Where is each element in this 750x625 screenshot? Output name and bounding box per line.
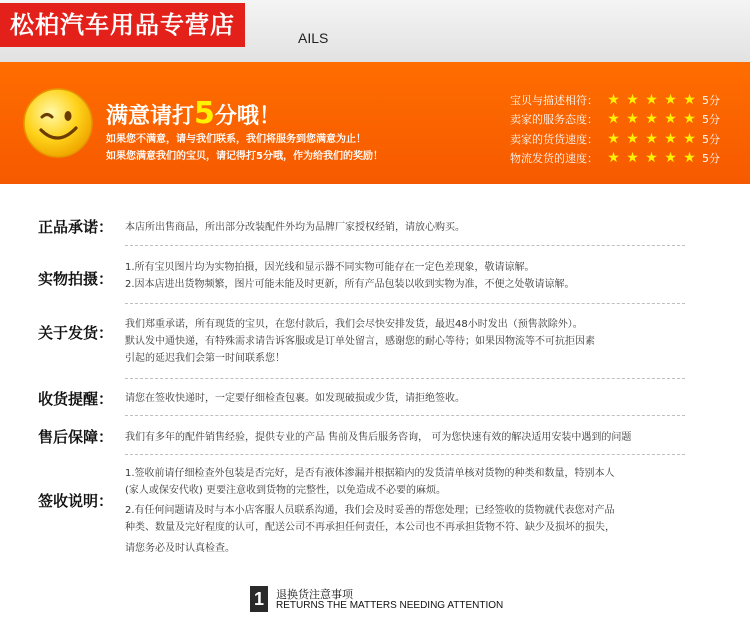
star-icon: ★ [607,111,620,127]
rating-row [510,91,720,109]
section-line: 1.所有宝贝图片均为实物拍摄，因光线和显示器不同实物可能存在一定色差现象，敬请谅解。 [125,262,535,273]
section-line: 1.签收前请仔细检查外包装是否完好，是否有液体渗漏并根据箱内的发货清单核对货物的种类和数量，特别本人 [125,468,615,479]
rating-label: 宝贝与描述相符： [510,94,598,107]
section-line: 种类、数量及完好程度的认可，配送公司不再承担任何责任，本公司也不再承担货物不符、缺少及损坏的损失， [125,522,615,533]
section-label: 收货提醒： [38,390,114,408]
top-bar [0,0,750,62]
star-icon: ★ [664,150,677,166]
star-icon: ★ [683,131,696,147]
rating-score: 5分 [702,94,720,107]
section-line: (家人或保安代收) 更要注意收到货物的完整性，以免造成不必要的麻烦。 [125,485,446,496]
section-line: 我们有多年的配件销售经验，提供专业的产品 售前及售后服务咨询， 可为您快速有效的解决适用安装中遇到的问题 [125,432,632,443]
section-label: 实物拍摄： [38,270,114,288]
rating-score: 5分 [702,113,720,126]
star-icon: ★ [683,111,696,127]
footer-heading [250,586,540,614]
section-line: 默认发中通快递，有特殊需求请告诉客服或是订单处留言，感谢您的耐心等待；如果因物流等不可抗拒因素 [125,336,595,347]
star-icon: ★ [626,131,639,147]
star-icon: ★ [626,111,639,127]
footer-title-cn: 退换货注意事项 [276,588,353,601]
section-line: 2.因本店进出货物频繁，图片可能未能及时更新，所有产品包装以收到实物为准，不便之处敬请谅解。 [125,279,575,290]
section-line: 2.有任何问题请及时与本小店客服人员联系沟通，我们会及时妥善的帮您处理；已经签收的货物就代表您对产品 [125,505,615,516]
section-line: 我们郑重承诺，所有现货的宝贝，在您付款后，我们会尽快安排发货，最迟48小时发出（预售款除外）。 [125,319,583,330]
background-text: AILS [298,30,329,46]
star-icon: ★ [607,131,620,147]
section-line: 引起的延迟我们会第一时间联系您！ [125,353,285,364]
star-icon: ★ [645,111,658,127]
section-label: 关于发货： [38,324,114,342]
footer-title-en: RETURNS THE MATTERS NEEDING ATTENTION [276,600,504,611]
banner-line-2: 如果您满意我们的宝贝，请记得打5分哦，作为给我们的奖励！ [106,151,383,162]
section-label: 售后保障： [38,428,114,446]
rating-label: 物流发货的速度： [510,152,598,165]
section-line: 请您务必及时认真检查。 [125,543,235,554]
divider [125,415,685,416]
rating-score: 5分 [702,152,720,165]
star-icon: ★ [683,150,696,166]
store-name: 松柏汽车用品专营店 [0,3,245,47]
rating-label: 卖家的服务态度： [510,113,598,126]
star-icon: ★ [607,150,620,166]
star-icon: ★ [626,92,639,108]
rating-label: 卖家的货货速度： [510,133,598,146]
banner-title [106,96,281,131]
divider [125,454,685,455]
star-icon: ★ [607,92,620,108]
rating-score: 5分 [702,133,720,146]
footer-number: 1 [250,586,268,612]
rating-row [510,130,720,148]
star-icon: ★ [664,131,677,147]
divider [125,378,685,379]
section-line: 请您在签收快递时，一定要仔细检查包裹。如发现破损或少货，请拒绝签收。 [125,393,465,404]
rating-row [510,149,720,167]
banner-title-post: 分哦！ [214,104,281,129]
banner-title-number: 5 [194,96,215,131]
star-icon: ★ [645,92,658,108]
star-icon: ★ [645,150,658,166]
rating-banner [0,62,750,184]
section-label: 签收说明： [38,492,114,510]
banner-title-pre: 满意请打 [106,104,195,129]
star-icon: ★ [664,92,677,108]
star-icon: ★ [626,150,639,166]
smiley-icon [22,87,94,159]
section-label: 正品承诺： [38,218,114,236]
star-icon: ★ [683,92,696,108]
divider [125,303,685,304]
section-line: 本店所出售商品，所出部分改装配件外均为品牌厂家授权经销，请放心购买。 [125,222,465,233]
banner-line-1: 如果您不满意，请与我们联系，我们将服务到您满意为止！ [106,134,366,145]
star-icon: ★ [664,111,677,127]
star-icon: ★ [645,131,658,147]
rating-row [510,110,720,128]
divider [125,245,685,246]
